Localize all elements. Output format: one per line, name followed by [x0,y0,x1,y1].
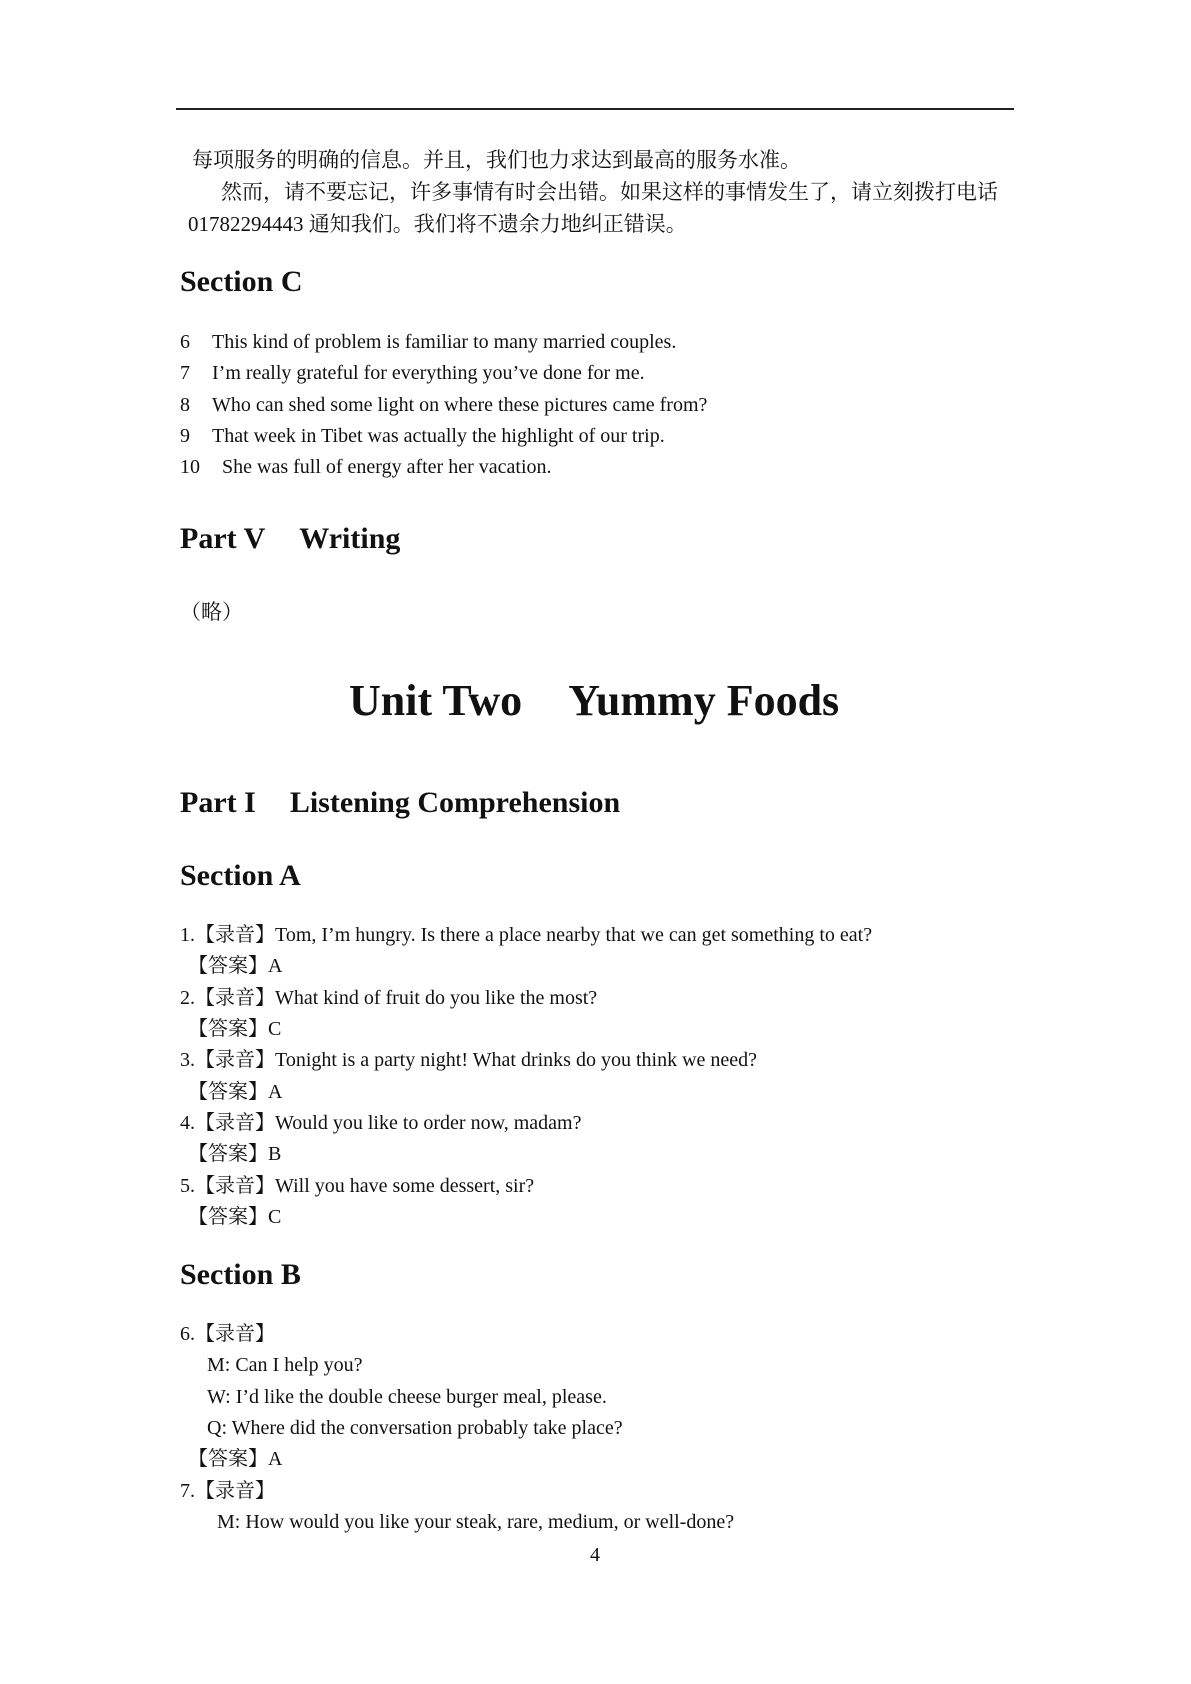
header-rule [176,108,1014,110]
list-item [180,454,552,480]
dialogue-q-6: Q: Where did the conversation probably take place? [207,1417,623,1439]
answer-6: 【答案】A [188,1448,283,1470]
item-text: She was full of energy after her vacation. [222,456,552,478]
item-text: This kind of problem is familiar to many married couples. [212,331,677,353]
dialogue-m-7: M: How would you like your steak, rare, medium, or well-done? [217,1511,735,1533]
part-i-heading [180,785,620,821]
unit-title [349,675,839,727]
item-number: 8 [180,394,190,416]
section-b-title: Section B [180,1258,301,1291]
answer-2: 【答案】C [188,1018,282,1040]
unit-label: Unit Two [349,676,523,725]
section-a-title: Section A [180,859,301,892]
item-number: 10 [180,456,200,478]
question-3: 3.【录音】Tonight is a party night! What drinks do you think we need? [180,1049,758,1071]
dialogue-w-6: W: I’d like the double cheese burger meal, please. [207,1386,607,1408]
list-item [180,423,665,449]
list-item [180,392,707,418]
item-text: I’m really grateful for everything you’ve done for me. [212,362,645,384]
writing-note: （略） [180,600,243,624]
answer-5: 【答案】C [188,1206,282,1228]
part-v-title: Writing [299,522,401,555]
intro-line-2: 然而，请不要忘记，许多事情有时会出错。如果这样的事情发生了，请立刻拨打电话 [221,180,998,204]
list-item [180,360,645,386]
answer-3: 【答案】A [188,1081,283,1103]
item-number: 9 [180,425,190,447]
intro-line-3: 01782294443 通知我们。我们将不遗余力地纠正错误。 [188,212,687,236]
part-i-title: Listening Comprehension [289,786,621,819]
list-item [180,329,676,355]
part-v-heading [180,521,400,557]
question-2: 2.【录音】What kind of fruit do you like the most? [180,987,598,1009]
unit-name: Yummy Foods [568,676,840,725]
item-number: 7 [180,362,190,384]
page-number: 4 [590,1544,600,1566]
item-text: That week in Tibet was actually the highlight of our trip. [212,425,665,447]
answer-4: 【答案】B [188,1143,282,1165]
item-text: Who can shed some light on where these pictures came from? [212,394,708,416]
answer-1: 【答案】A [188,955,283,977]
intro-line-1: 每项服务的明确的信息。并且，我们也力求达到最高的服务水准。 [192,148,801,172]
question-4: 4.【录音】Would you like to order now, madam? [180,1112,582,1134]
part-v-label: Part V [180,522,266,555]
section-c-title: Section C [180,265,303,298]
part-i-label: Part I [180,786,256,819]
question-7-head: 7.【录音】 [180,1480,275,1502]
item-number: 6 [180,331,190,353]
question-1: 1.【录音】Tom, I’m hungry. Is there a place nearby that we can get something to eat? [180,924,873,946]
dialogue-m-6: M: Can I help you? [207,1354,363,1376]
question-5: 5.【录音】Will you have some dessert, sir? [180,1175,535,1197]
question-6-head: 6.【录音】 [180,1323,275,1345]
